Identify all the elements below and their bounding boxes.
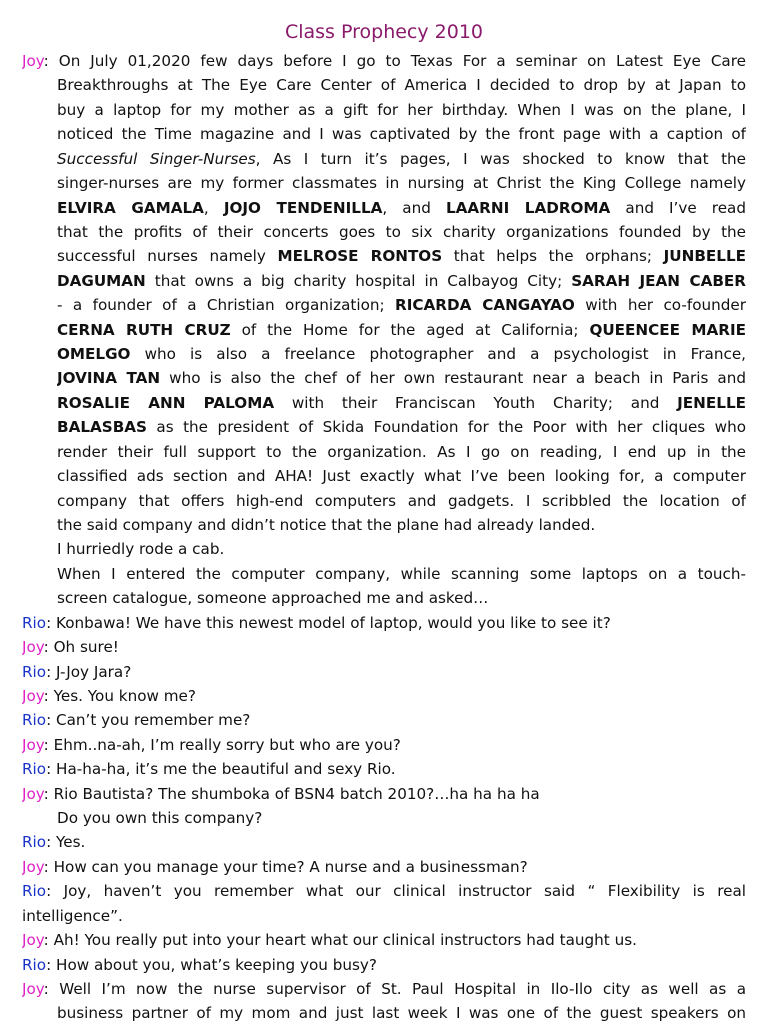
page-title: Class Prophecy 2010 (284, 21, 484, 43)
text-segment: , As I turn it’s pages, I was shocked to know that the (255, 149, 746, 168)
text-line (57, 588, 746, 610)
text-segment: : Can’t you remember me? (46, 711, 251, 730)
text-segment: that helps the orphans; (442, 247, 664, 266)
text-segment: company that offers high-end computers and gadgets. I scribbled the location of (57, 491, 746, 510)
text-segment: noticed the Time magazine and I was captivated by the front page with a caption of (57, 125, 746, 144)
name-highlight: ROSALIE ANN PALOMA (57, 393, 275, 412)
dialogue-line-joy (22, 784, 746, 806)
text-segment: I hurriedly rode a cab. (57, 540, 225, 559)
text-segment: who is also the chef of her own restaurant near a beach in Paris and (160, 369, 746, 388)
name-highlight: QUEENCEE MARIE (589, 320, 746, 339)
text-line (57, 75, 746, 97)
text-line (57, 198, 746, 220)
text-segment: : Ah! You really put into your heart what our clinical instructors had taught us. (43, 931, 637, 950)
caption-text: Successful Singer-Nurses (57, 149, 256, 168)
text-segment: with their Franciscan Youth Charity; and (274, 393, 678, 412)
speaker-name: Rio (22, 613, 47, 632)
speaker-name: Joy (22, 784, 44, 803)
text-segment: , and (382, 198, 446, 217)
name-highlight: MELROSE RONTOS (277, 247, 443, 266)
text-line (57, 124, 746, 146)
text-line (57, 1003, 746, 1024)
text-segment: : Oh sure! (43, 638, 119, 657)
text-segment: business partner of my mom and just last week I was one of the guest speakers on (57, 1004, 746, 1023)
dialogue-line-rio (22, 662, 746, 684)
text-segment: classified ads section and AHA! Just exactly what I’ve been looking for, a computer (57, 467, 746, 486)
name-highlight: CERNA RUTH CRUZ (57, 320, 231, 339)
speaker-name: Rio (22, 955, 47, 974)
dialogue-line-rio (22, 881, 746, 903)
text-segment: screen catalogue, someone approached me and asked… (57, 589, 489, 608)
speaker-name: Joy (22, 735, 44, 754)
text-line (57, 491, 746, 513)
text-segment: : How can you manage your time? A nurse and a businessman? (43, 857, 528, 876)
text-segment: : Well I’m now the nurse supervisor of St. Paul Hospital in Ilo-Ilo city as well as a (43, 979, 746, 998)
speaker-name: Joy (22, 979, 44, 998)
dialogue-line-joy (22, 51, 746, 73)
text-segment: intelligence”. (22, 906, 123, 925)
dialogue-line-joy (22, 735, 746, 757)
speaker-name: Rio (22, 882, 47, 901)
dialogue-line-joy (22, 686, 746, 708)
speaker-name: Joy (22, 638, 44, 657)
speaker-name: Rio (22, 711, 47, 730)
text-line (57, 222, 746, 244)
text-line (57, 344, 746, 366)
text-line (57, 417, 746, 439)
text-segment: Breakthroughs at The Eye Care Center of America I decided to drop by at Japan to (57, 76, 746, 95)
text-segment: : On July 01,2020 few days before I go to Texas For a seminar on Latest Eye Care (43, 52, 746, 70)
dialogue-line-joy (22, 857, 746, 879)
text-line (57, 442, 746, 464)
name-highlight: JOVINA TAN (57, 369, 161, 388)
text-line (57, 320, 746, 342)
text-line (57, 368, 746, 390)
dialogue-line-rio (22, 759, 746, 781)
text-segment: : Konbawa! We have this newest model of laptop, would you like to see it? (46, 613, 611, 632)
text-segment: : Ehm..na-ah, I’m really sorry but who are you? (43, 735, 401, 754)
dialogue-line-rio (22, 832, 746, 854)
speaker-name: Joy (22, 857, 44, 876)
name-highlight: OMELGO (57, 345, 131, 364)
text-line (57, 295, 746, 317)
text-segment: : Yes. (46, 833, 86, 852)
text-segment: that the profits of their concerts goes to six charity organizations founded by the (57, 222, 746, 241)
speaker-name: Joy (22, 52, 44, 70)
text-segment: singer-nurses are my former classmates in nursing at Christ the King College namely (57, 174, 746, 193)
text-line (57, 808, 746, 830)
text-segment: as the president of Skida Foundation for the Poor with her cliques who (146, 418, 746, 437)
text-segment: : Ha-ha-ha, it’s me the beautiful and sexy Rio. (46, 760, 396, 779)
name-highlight: BALASBAS (57, 418, 147, 437)
speaker-name: Rio (22, 833, 47, 852)
text-line (57, 393, 746, 415)
name-highlight: JUNBELLE (663, 247, 746, 266)
text-segment: the said company and didn’t notice that the plane had already landed. (57, 515, 596, 534)
text-segment: When I entered the computer company, while scanning some laptops on a touch- (57, 564, 746, 583)
dialogue-line-joy (22, 637, 746, 659)
dialogue-line-rio (22, 613, 746, 635)
text-segment: that owns a big charity hospital in Calbayog City; (145, 271, 572, 290)
dialogue-line-rio (22, 710, 746, 732)
text-segment: : Rio Bautista? The shumboka of BSN4 batch 2010?…ha ha ha ha (43, 784, 540, 803)
text-segment: : Yes. You know me? (43, 686, 196, 705)
text-segment: , (203, 198, 224, 217)
text-segment: - a founder of a Christian organization; (57, 296, 396, 315)
text-line (22, 906, 746, 928)
text-segment: render their full support to the organization. As I go on reading, I end up in the (57, 442, 746, 461)
text-segment: of the Home for the aged at California; (230, 320, 590, 339)
text-line (57, 173, 746, 195)
text-segment: and I’ve read (610, 198, 746, 217)
text-line (57, 149, 746, 171)
text-segment: Do you own this company? (57, 809, 263, 828)
speaker-name: Joy (22, 931, 44, 950)
speaker-name: Rio (22, 662, 47, 681)
text-line (57, 246, 746, 268)
text-segment: : Joy, haven’t you remember what our clinical instructor said “ Flexibility is real (46, 882, 746, 901)
speaker-name: Rio (22, 760, 47, 779)
text-line (57, 100, 746, 122)
text-line (57, 515, 746, 537)
text-line (57, 564, 746, 586)
name-highlight: JOJO TENDENILLA (223, 198, 383, 217)
text-line (57, 466, 746, 488)
speaker-name: Joy (22, 686, 44, 705)
dialogue-line-joy (22, 979, 746, 1001)
name-highlight: RICARDA CANGAYAO (395, 296, 575, 315)
name-highlight: SARAH JEAN CABER (571, 271, 746, 290)
text-segment: : J-Joy Jara? (46, 662, 132, 681)
name-highlight: JENELLE (677, 393, 746, 412)
dialogue-line-rio (22, 955, 746, 977)
text-line (57, 539, 746, 561)
dialogue-line-joy (22, 930, 746, 952)
text-segment: who is also a freelance photographer and a psychologist in France, (130, 345, 746, 364)
text-segment: buy a laptop for my mother as a gift for her birthday. When I was on the plane, I (57, 100, 746, 119)
name-highlight: ELVIRA GAMALA (57, 198, 204, 217)
text-segment: with her co-founder (574, 296, 746, 315)
name-highlight: LAARNI LADROMA (445, 198, 611, 217)
name-highlight: DAGUMAN (57, 271, 146, 290)
text-segment: successful nurses namely (57, 247, 278, 266)
text-segment: : How about you, what’s keeping you busy? (46, 955, 377, 974)
text-line (57, 271, 746, 293)
